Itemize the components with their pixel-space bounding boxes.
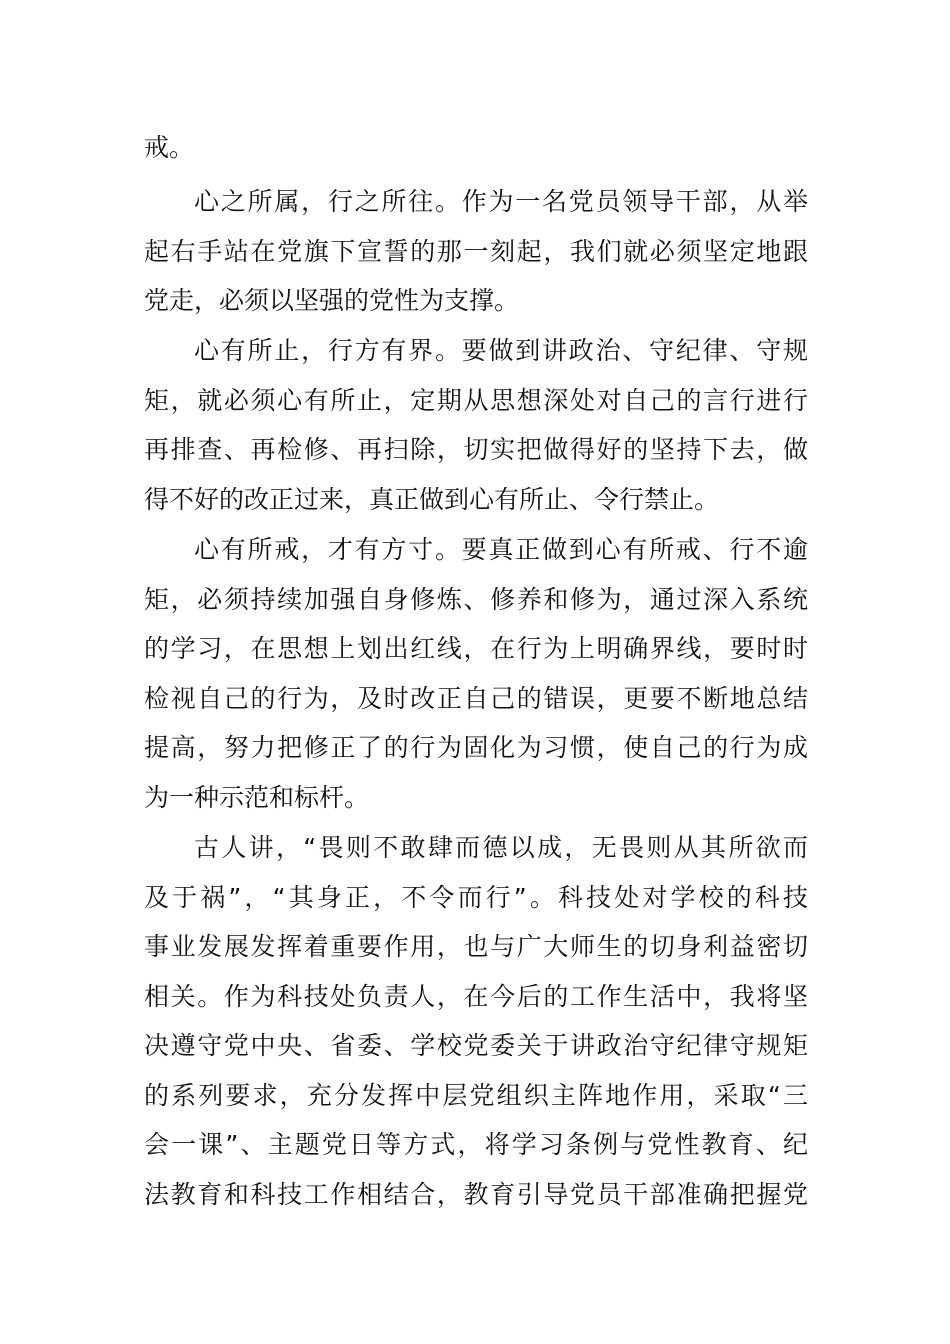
text-line: 戒。 [144,133,195,162]
text-line: 事业发展发挥着重要作用，也与广大师生的切身利益密切 [144,932,808,961]
paragraph-first-line: 心之所属，行之所往。作为一名党员领导干部，从举 [194,187,808,216]
text-line: 再排查、再检修、再扫除，切实把做得好的坚持下去，做 [144,435,808,464]
text-line: 相关。作为科技处负责人，在今后的工作生活中，我将坚 [144,982,808,1011]
text-line: 得不好的改正过来，真正做到心有所止、令行禁止。 [144,485,720,514]
text-line: 法教育和科技工作相结合，教育引导党员干部准确把握党 [144,1180,808,1209]
text-line: 的学习，在思想上划出红线，在行为上明确界线，要时时 [144,634,808,663]
paragraph-first-line: 心有所止，行方有界。要做到讲政治、守纪律、守规 [194,336,808,365]
text-line: 的系列要求，充分发挥中层党组织主阵地作用，采取“三 [144,1081,808,1110]
text-line: 党走，必须以坚强的党性为支撑。 [144,286,520,315]
paragraph-first-line: 心有所戒，才有方寸。要真正做到心有所戒、行不逾 [194,535,808,564]
paragraph-first-line: 古人讲，“畏则不敢肆而德以成，无畏则从其所欲而 [194,833,808,862]
text-line: 为一种示范和标杆。 [144,783,370,812]
text-line: 决遵守党中央、省委、学校党委关于讲政治守纪律守规矩 [144,1031,808,1060]
text-line: 矩，必须持续加强自身修炼、修养和修为，通过深入系统 [144,585,808,614]
text-line: 会一课”、主题党日等方式，将学习条例与党性教育、纪 [144,1130,808,1159]
text-line: 起右手站在党旗下宣誓的那一刻起，我们就必须坚定地跟 [144,237,808,266]
text-line: 及于祸”，“其身正，不令而行”。科技处对学校的科技 [144,883,808,912]
text-line: 矩，就必须心有所止，定期从思想深处对自己的言行进行 [144,386,808,415]
text-line: 提高，努力把修正了的行为固化为习惯，使自己的行为成 [144,733,808,762]
text-line: 检视自己的行为，及时改正自己的错误，更要不断地总结 [144,684,808,713]
